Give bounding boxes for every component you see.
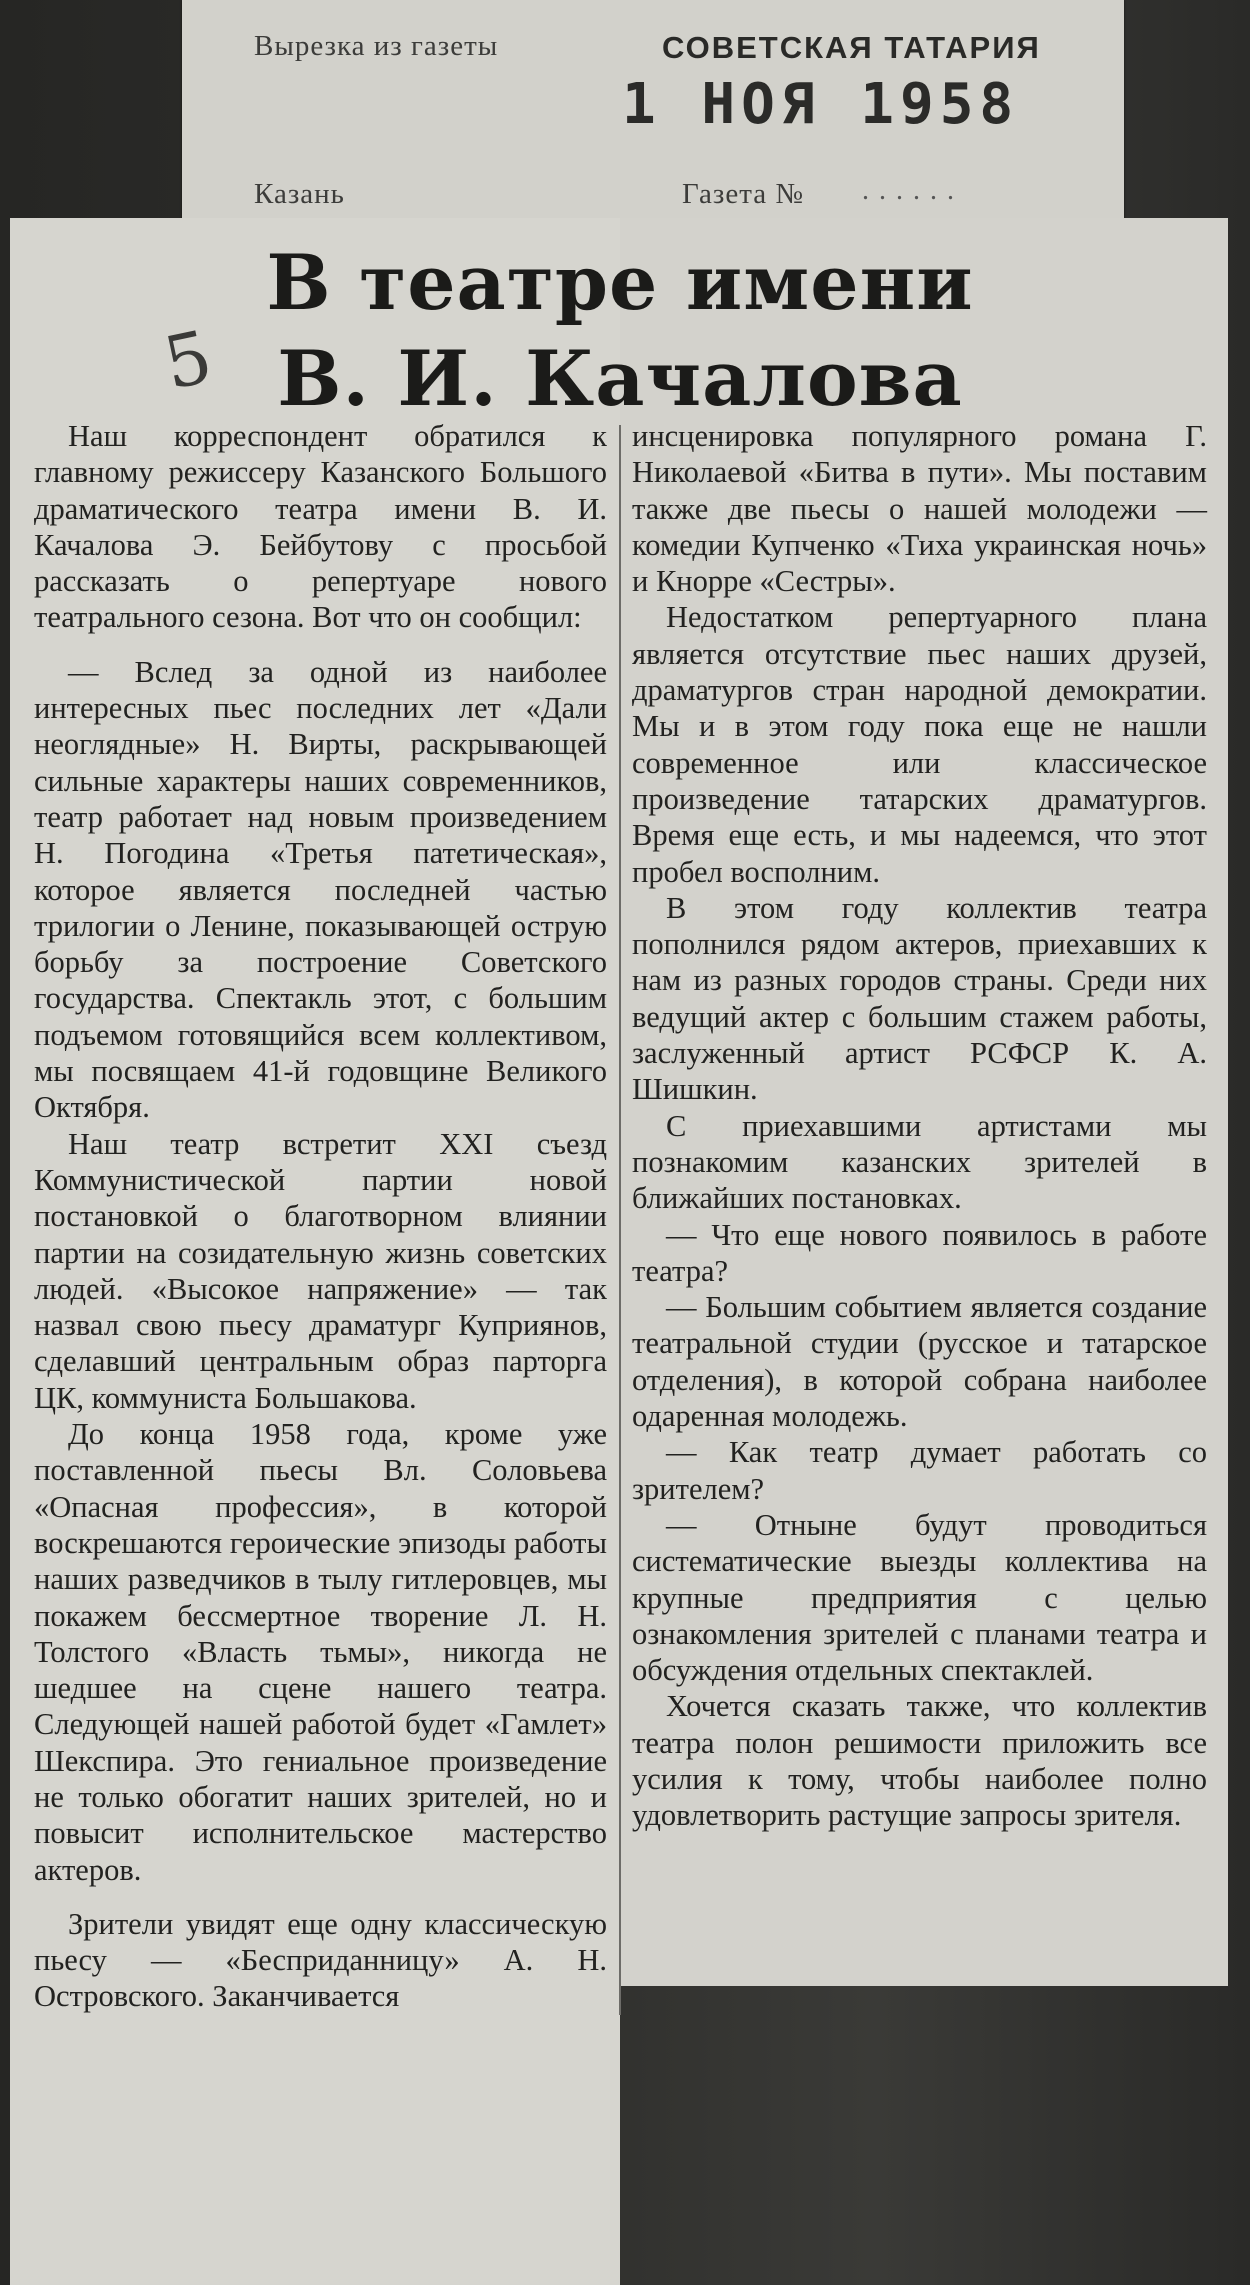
paragraph: Наш театр встретит XXI съезд Коммунистической партии новой постановкой о благотворном влиянии партии на созидательную жизнь советских людей. «Высокое напряжение» — так назвал свою пьесу драматург Куприянов, сделавший центральным образ парторга ЦК, коммуниста Большакова.: [34, 1126, 607, 1415]
city-label: Казань: [254, 178, 345, 210]
paragraph: Хочется сказать также, что коллектив театра полон решимости приложить все усилия к тому, чтобы наиболее полно удовлетворить растущие запросы зрителя.: [632, 1689, 1207, 1833]
paragraph: Зрители увидят еще одну классическую пьесу — «Бесприданницу» А. Н. Островского. Заканчивается: [34, 1906, 607, 2014]
clipping-header-slip: [182, 0, 1124, 225]
paragraph: Недостатком репертуарного плана является отсутствие пьес наших друзей, драматургов стран народной демократии. Мы и в этом году пока еще не нашли современное или классическое произведение татарских драматургов. Время еще есть, и мы надеемся, что этот пробел восполним.: [632, 600, 1207, 889]
paragraph: — Большим событием является создание театральной студии (русское и татарское отделения), в которой собрана наиболее одаренная молодежь.: [632, 1290, 1207, 1434]
paragraph: — Как театр думает работать со зрителем?: [632, 1435, 1207, 1506]
article-right-column: [632, 418, 1207, 1834]
newspaper-name: СОВЕТСКАЯ ТАТАРИЯ: [662, 30, 1041, 65]
clipping-label: Вырезка из газеты: [254, 30, 499, 62]
issue-number-blank: ......: [862, 175, 964, 206]
column-divider: [619, 425, 621, 2015]
article-left-column: [34, 418, 607, 2015]
issue-label: Газета №: [682, 178, 805, 210]
paragraph: До конца 1958 года, кроме уже поставленной пьесы Вл. Соловьева «Опасная профессия», в которой воскрешаются героические эпизоды работы наших разведчиков в тылу гитлеровцев, мы покажем бессмертное творение Л. Н. Толстого «Власть тьмы», никогда не шедшее на сцене нашего театра. Следующей нашей работой будет «Гамлет» Шекспира. Это гениальное произведение не только обогатит наших зрителей, но и повысит исполнительское мастерство актеров.: [34, 1417, 607, 1887]
article-headline: [90, 235, 1150, 427]
headline-line-2: В. И. Качалова: [277, 334, 963, 423]
paragraph: инсценировка популярного романа Г. Николаевой «Битва в пути». Мы поставим также две пьесы о нашей молодежи — комедии Купченко «Тиха украинская ночь» и Кнорре «Сестры».: [632, 419, 1207, 599]
handwritten-number-mark: 5: [156, 314, 220, 406]
paragraph: — Отныне будут проводиться систематические выезды коллектива на крупные предприятия с целью ознакомления зрителей с планами театра и обсуждения отдельных спектаклей.: [632, 1507, 1207, 1688]
date-stamp: 1 НОЯ 1958: [622, 72, 1020, 137]
paragraph: — Что еще нового появилось в работе театра?: [632, 1217, 1207, 1288]
paragraph: С приехавшими артистами мы познакомим казанских зрителей в ближайших постановках.: [632, 1108, 1207, 1216]
headline-line-1: В театре имени: [266, 238, 974, 327]
paragraph: Наш корреспондент обратился к главному режиссеру Казанского Большого драматического театра имени В. И. Качалова Э. Бейбутову с просьбой рассказать о репертуаре нового театрального сезона. Вот что он сообщил:: [34, 419, 607, 635]
paragraph: — Вслед за одной из наиболее интересных пьес последних лет «Дали неоглядные» Н. Вирты, раскрывающей сильные характеры наших современников, театр работает над новым произведением Н. Погодина «Третья патетическая», которое является последней частью трилогии о Ленине, показывающей острую борьбу за построение Советского государства. Спектакль этот, с большим подъемом готовящийся всем коллективом, мы посвящаем 41-й годовщине Великого Октября.: [34, 654, 607, 1125]
paragraph: В этом году коллектив театра пополнился рядом актеров, приехавших к нам из разных городов страны. Среди них ведущий актер с большим стажем работы, заслуженный артист РСФСР К. А. Шишкин.: [632, 890, 1207, 1107]
